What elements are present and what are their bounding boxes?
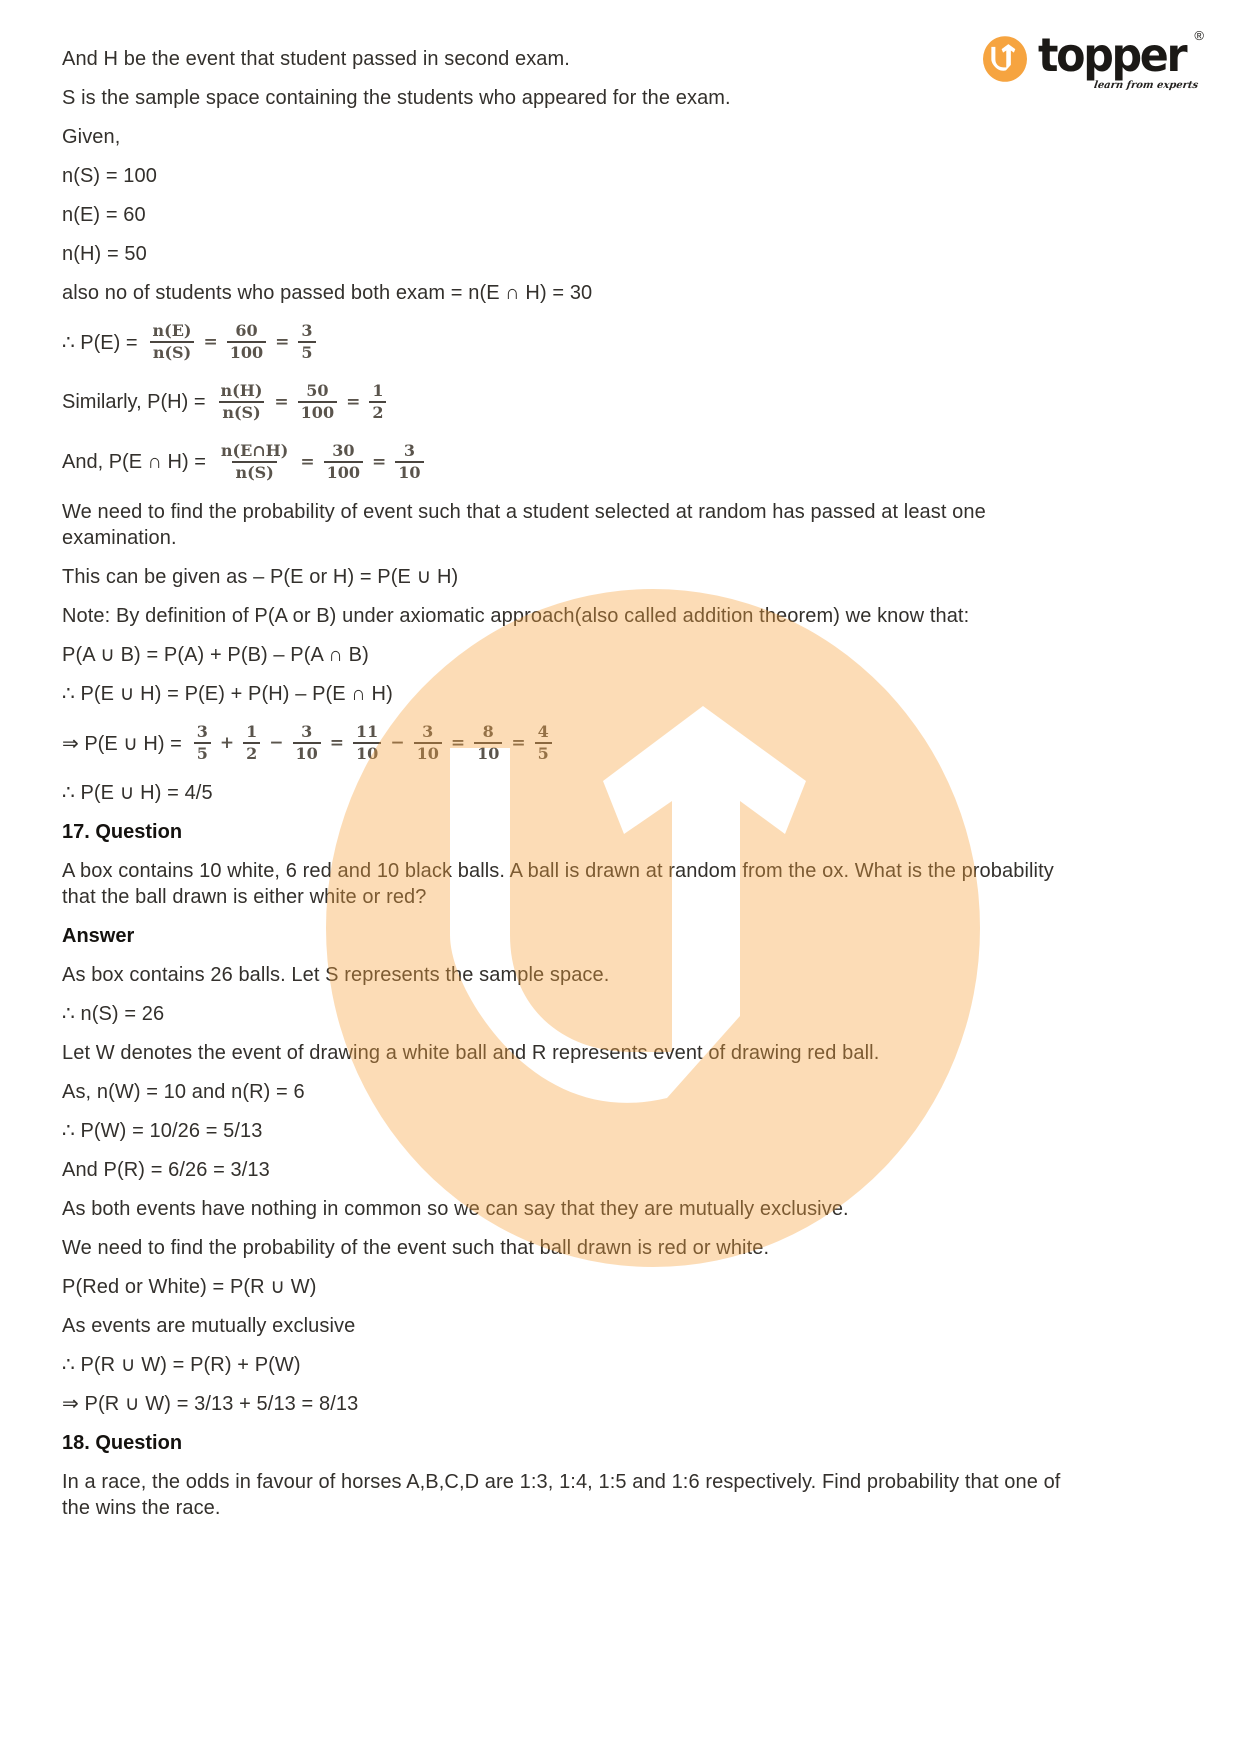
para-ns-100: n(S) = 100	[62, 165, 157, 187]
fraction: $\frac{3}{5}$	[298, 322, 315, 363]
equals-sign: =	[203, 332, 218, 352]
fraction: $\frac{8}{10}$	[474, 723, 502, 764]
equation-prefix: And, P(E ∩ H) =	[62, 450, 206, 473]
equals-sign: =	[450, 733, 466, 753]
equation-p-h	[62, 379, 1065, 425]
fraction: $\frac{3}{10}$	[414, 723, 442, 764]
fraction: $\frac{n(H)}{n(S)}$	[220, 380, 263, 422]
para-union-result: ∴ P(E ∪ H) = 4/5	[62, 782, 213, 804]
brand-wordmark: topper	[1037, 28, 1185, 82]
para-nw-nr: As, n(W) = 10 and n(R) = 6	[62, 1081, 305, 1103]
para-p-r-union-w: ∴ P(R ∪ W) = P(R) + P(W)	[62, 1354, 301, 1376]
para-question-17: A box contains 10 white, 6 red and 10 black balls. A ball is drawn at random from the ox. What is the probability that the ball drawn is either white or red?	[62, 860, 1054, 908]
fraction: $\frac{30}{100}$	[324, 442, 363, 483]
para-given: Given,	[62, 126, 121, 148]
para-event-h: And H be the event that student passed in second exam.	[62, 48, 570, 70]
minus-sign: −	[390, 733, 405, 753]
fraction: $\frac{1}{2}$	[243, 723, 260, 764]
equation-p-e-and-h	[62, 439, 1065, 485]
para-p-w: ∴ P(W) = 10/26 = 5/13	[62, 1120, 263, 1142]
minus-sign: −	[269, 733, 284, 753]
fraction: $\frac{n(E)}{n(S)}$	[150, 322, 195, 363]
brand-tagline: learn from experts	[1093, 80, 1199, 91]
para-p-r: And P(R) = 6/26 = 3/13	[62, 1159, 270, 1181]
equals-sign: =	[372, 452, 387, 472]
para-sample-space: S is the sample space containing the students who appeared for the exam.	[62, 87, 731, 109]
fraction: $\frac{50}{100}$	[298, 382, 337, 423]
para-ns-26: ∴ n(S) = 26	[62, 1003, 165, 1025]
para-union-expansion: ∴ P(E ∪ H) = P(E) + P(H) – P(E ∩ H)	[62, 683, 393, 705]
answer-heading: Answer	[62, 925, 135, 947]
equals-sign: =	[300, 452, 315, 472]
fraction: $\frac{3}{10}$	[395, 442, 423, 483]
para-note-definition: Note: By definition of P(A or B) under axiomatic approach(also called addition theorem) we know that:	[62, 605, 970, 627]
equation-prefix: Similarly, P(H) =	[62, 390, 206, 413]
para-mutually-exclusive: As both events have nothing in common so we can say that they are mutually exclusive.	[62, 1198, 849, 1220]
equals-sign: =	[329, 733, 345, 753]
para-nh-50: n(H) = 50	[62, 243, 147, 265]
para-as-mutually-exclusive: As events are mutually exclusive	[62, 1315, 356, 1337]
para-both-exam: also no of students who passed both exam = n(E ∩ H) = 30	[62, 282, 593, 304]
para-w-r-events: Let W denotes the event of drawing a white ball and R represents event of drawing red ball.	[62, 1042, 880, 1064]
plus-sign: +	[219, 733, 235, 753]
para-ne-60: n(E) = 60	[62, 204, 146, 226]
equals-sign: =	[346, 392, 361, 412]
fraction: $\frac{1}{2}$	[369, 382, 386, 423]
utopper-logo	[983, 28, 1204, 91]
fraction: $\frac{60}{100}$	[227, 322, 266, 363]
para-this-can-be-given: This can be given as – P(E or H) = P(E ∪ H)	[62, 566, 459, 588]
para-addition-theorem: P(A ∪ B) = P(A) + P(B) – P(A ∩ B)	[62, 644, 369, 666]
equals-sign: =	[274, 392, 289, 412]
para-question-18: In a race, the odds in favour of horses A,B,C,D are 1:3, 1:4, 1:5 and 1:6 respectively. Find probability that one of the wins the race.	[62, 1471, 1061, 1519]
equals-sign: =	[511, 733, 526, 753]
equation-prefix: ⇒ P(E ∪ H) =	[62, 732, 182, 755]
para-p-red-or-white: P(Red or White) = P(R ∪ W)	[62, 1276, 317, 1298]
u-arrow-logo-icon	[983, 36, 1027, 82]
question-18-heading: 18. Question	[62, 1432, 183, 1454]
equals-sign: =	[275, 332, 290, 352]
equation-union-value	[62, 720, 1065, 766]
para-need-red-or-white: We need to find the probability of the event such that ball drawn is red or white.	[62, 1237, 770, 1259]
fraction: $\frac{4}{5}$	[535, 723, 552, 764]
equation-p-e	[62, 319, 1065, 365]
fraction: $\frac{3}{5}$	[194, 723, 211, 764]
fraction: $\frac{11}{10}$	[353, 723, 381, 764]
question-17-heading: 17. Question	[62, 821, 183, 843]
para-need-probability: We need to find the probability of event such that a student selected at random has passed at least one examination.	[62, 501, 986, 549]
fraction: $\frac{3}{10}$	[293, 723, 321, 764]
para-p-r-union-w-value: ⇒ P(R ∪ W) = 3/13 + 5/13 = 8/13	[62, 1393, 359, 1415]
fraction: $\frac{n(E\cap H)}{n(S)}$	[220, 440, 289, 482]
registered-trademark-symbol: ®	[1194, 28, 1204, 43]
equation-prefix: ∴ P(E) =	[62, 331, 138, 354]
para-box-26: As box contains 26 balls. Let S represents the sample space.	[62, 964, 610, 986]
